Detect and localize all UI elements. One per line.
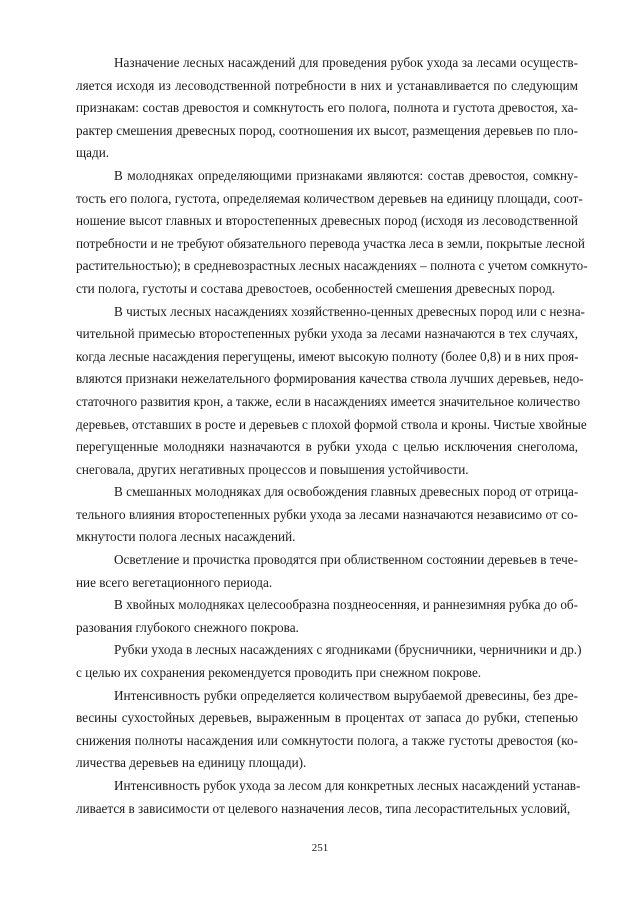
text-line: весины сухостойных деревьев, выраженным в процентах от запаса до рубки, степенью	[76, 710, 578, 726]
text-line: когда лесные насаждения перегущены, имеют высокую полноту (более 0,8) и в них проя-	[76, 348, 579, 364]
page-number: 251	[311, 842, 329, 854]
text-line: ляется исходя из лесоводственной потребности в них и устанавливается по следующим	[76, 77, 578, 93]
paragraph	[76, 639, 582, 684]
text-line: тельного влияния второстепенных рубки ухода за лесами назначаются независимо от со-	[76, 506, 578, 522]
text-line: ливается в зависимости от целевого назначения лесов, типа лесорастительных условий,	[76, 800, 571, 816]
text-line: признакам: состав древостоя и сомкнутость его полога, полнота и густота древостоя, ха-	[76, 100, 578, 116]
paragraph	[76, 594, 578, 639]
text-line: Рубки ухода в лесных насаждениях с ягодниками (брусничники, черничники и др.)	[114, 642, 582, 658]
text-line: потребности и не требуют обязательного перевода участка леса в земли, покрытые лесной	[76, 235, 585, 251]
paragraph	[76, 685, 578, 775]
text-line: снеговала, других негативных процессов и повышения устойчивости.	[76, 461, 469, 477]
body-text	[76, 52, 588, 820]
document-page	[76, 52, 588, 820]
text-line: Осветление и прочистка проводятся при облиственном состоянии деревьев в тече-	[114, 552, 578, 568]
text-line: В чистых лесных насаждениях хозяйственно-ценных древесных пород или с незна-	[114, 303, 585, 319]
text-line: В молодняках определяющими признаками являются: состав древостоя, сомкну-	[114, 167, 578, 183]
text-line: ношение высот главных и второстепенных древесных пород (исходя из лесоводственной	[76, 213, 578, 229]
text-line: В хвойных молодняках целесообразна позднеосенняя, и раннезимняя рубка до об-	[114, 597, 579, 613]
text-line: рактер смешения древесных пород, соотношения их высот, размещения деревьев по пло-	[76, 122, 578, 138]
text-line: тость его полога, густота, определяемая количеством деревьев на единицу площади, соот-	[76, 190, 583, 206]
text-line: перегущенные молодняки назначаются в рубки ухода с целью исключения снеголома,	[76, 439, 578, 455]
text-line: щади.	[76, 145, 110, 161]
text-line: растительностью); в средневозрастных лесных насаждениях – полнота с учетом сомкнуто-	[76, 258, 588, 274]
text-line: Интенсивность рубок ухода за лесом для конкретных лесных насаждений устанав-	[114, 778, 581, 793]
text-line: статочного развития крон, а также, если в насаждениях имеется значительное количество	[76, 393, 581, 409]
text-line: снижения полноты насаждения или сомкнутости полога, а также густоты древостоя (ко-	[76, 732, 578, 748]
text-line: Интенсивность рубки определяется количеством вырубаемой древесины, без дре-	[114, 687, 578, 703]
text-line: ние всего вегетационного периода.	[76, 574, 273, 590]
text-line: В смешанных молодняках для освобождения главных древесных пород от отрица-	[114, 484, 579, 500]
paragraph	[76, 481, 578, 549]
paragraph	[76, 549, 578, 594]
text-line: вляются признаки нежелательного формирования качества ствола лучших деревьев, недо-	[76, 371, 584, 387]
text-line: личества деревьев на единицу площади).	[76, 755, 307, 771]
paragraph	[76, 165, 588, 301]
paragraph	[76, 775, 581, 820]
paragraph	[76, 301, 587, 482]
text-line: чительной примесью второстепенных рубки ухода за лесами назначаются в тех случаях,	[76, 326, 578, 342]
text-line: сти полога, густоты и состава древостоев, особенностей смешения древесных пород.	[76, 280, 556, 296]
text-line: разования глубокого снежного покрова.	[76, 619, 299, 635]
text-line: мкнутости полога лесных насаждений.	[76, 529, 296, 545]
text-line: деревьев, отставших в росте и деревьев с плохой формой ствола и кроны. Чистые хвойные	[76, 416, 587, 432]
text-line: Назначение лесных насаждений для проведения рубок ухода за лесами осуществ-	[114, 55, 578, 70]
paragraph	[76, 52, 578, 165]
text-line: с целью их сохранения рекомендуется проводить при снежном покрове.	[76, 665, 482, 681]
